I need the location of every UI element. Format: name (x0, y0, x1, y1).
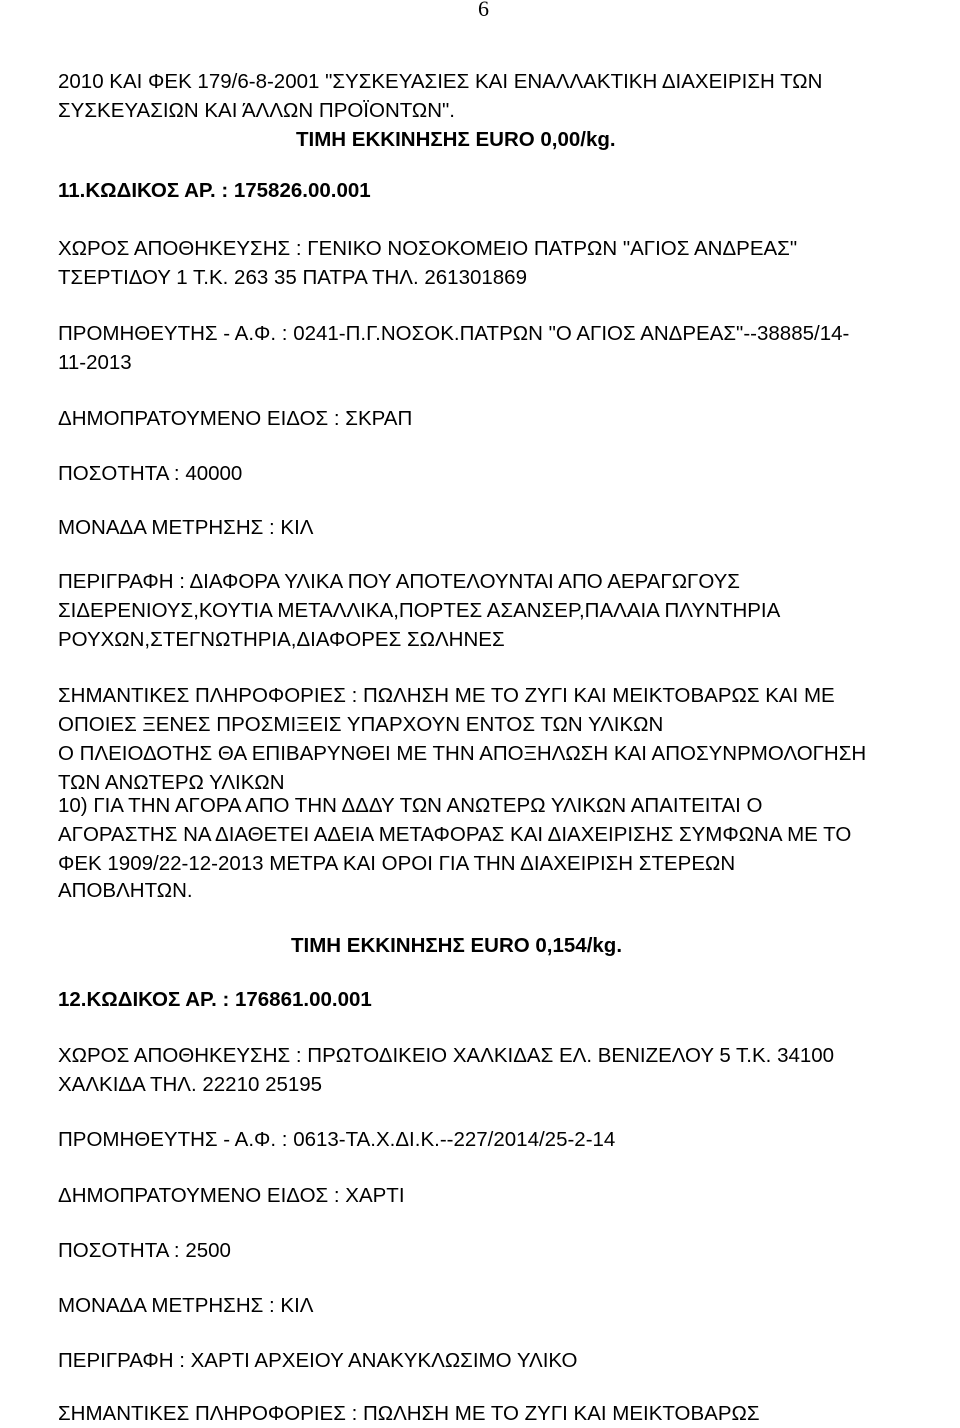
section-11-code: 11.ΚΩΔΙΚΟΣ ΑΡ. : 175826.00.001 (58, 179, 371, 202)
section-11-continued-line-2: ΣΥΣΚΕΥΑΣΙΩΝ ΚΑΙ ΆΛΛΩΝ ΠΡΟΪΟΝΤΩΝ". (58, 99, 456, 122)
section-12-storage-line-1: ΧΩΡΟΣ ΑΠΟΘΗΚΕΥΣΗΣ : ΠΡΩΤΟΔΙΚΕΙΟ ΧΑΛΚΙΔΑΣ ΕΛ. ΒΕΝΙΖΕΛΟΥ 5 Τ.Κ. 34100 (58, 1044, 835, 1067)
section-11-description-line-2: ΣΙΔΕΡΕΝΙΟΥΣ,ΚΟΥΤΙΑ ΜΕΤΑΛΛΙΚΑ,ΠΟΡΤΕΣ ΑΣΑΝΣΕΡ,ΠΑΛΑΙΑ ΠΛΥΝΤΗΡΙΑ (58, 599, 781, 622)
section-11-important-line-1: ΣΗΜΑΝΤΙΚΕΣ ΠΛΗΡΟΦΟΡΙΕΣ : ΠΩΛΗΣΗ ΜΕ ΤΟ ΖΥΓΙ ΚΑΙ ΜΕΙΚΤΟΒΑΡΩΣ ΚΑΙ ΜΕ (58, 684, 835, 707)
section-12-important: ΣΗΜΑΝΤΙΚΕΣ ΠΛΗΡΟΦΟΡΙΕΣ : ΠΩΛΗΣΗ ΜΕ ΤΟ ΖΥΓΙ ΚΑΙ ΜΕΙΚΤΟΒΑΡΩΣ (58, 1402, 760, 1425)
section-12-storage-line-2: ΧΑΛΚΙΔΑ ΤΗΛ. 22210 25195 (58, 1073, 323, 1096)
section-11-supplier-line-2: 11-2013 (58, 351, 132, 374)
section-12-description: ΠΕΡΙΓΡΑΦΗ : ΧΑΡΤΙ ΑΡΧΕΙΟΥ ΑΝΑΚΥΚΛΩΣΙΜΟ ΥΛΙΚΟ (58, 1349, 578, 1372)
section-11-important-line-3: Ο ΠΛΕΙΟΔΟΤΗΣ ΘΑ ΕΠΙΒΑΡΥΝΘΕΙ ΜΕ ΤΗΝ ΑΠΟΞΗΛΩΣΗ ΚΑΙ ΑΠΟΣΥΝΡΜΟΛΟΓΗΣΗ (58, 742, 867, 765)
section-11-continued-line-1: 2010 ΚΑΙ ΦΕΚ 179/6-8-2001 "ΣΥΣΚΕΥΑΣΙΕΣ ΚΑΙ ΕΝΑΛΛΑΚΤΙΚΗ ΔΙΑΧΕΙΡΙΣΗ ΤΩΝ (58, 70, 823, 93)
section-12-item: ΔΗΜΟΠΡΑΤΟΥΜΕΝΟ ΕΙΔΟΣ : ΧΑΡΤΙ (58, 1184, 405, 1207)
previous-starting-price: ΤΙΜΗ ΕΚΚΙΝΗΣΗΣ EURO 0,00/kg. (296, 128, 616, 151)
section-11-description-line-3: ΡΟΥΧΩΝ,ΣΤΕΓΝΩΤΗΡΙΑ,ΔΙΑΦΟΡΕΣ ΣΩΛΗΝΕΣ (58, 628, 505, 651)
section-12-quantity: ΠΟΣΟΤΗΤΑ : 2500 (58, 1239, 231, 1262)
page-number: 6 (478, 0, 489, 21)
section-12-unit: ΜΟΝΑΔΑ ΜΕΤΡΗΣΗΣ : ΚΙΛ (58, 1294, 314, 1317)
section-11-unit: ΜΟΝΑΔΑ ΜΕΤΡΗΣΗΣ : ΚΙΛ (58, 516, 314, 539)
section-11-storage-line-1: ΧΩΡΟΣ ΑΠΟΘΗΚΕΥΣΗΣ : ΓΕΝΙΚΟ ΝΟΣΟΚΟΜΕΙΟ ΠΑΤΡΩΝ "ΑΓΙΟΣ ΑΝΔΡΕΑΣ" (58, 237, 798, 260)
section-11-important-line-2: ΟΠΟΙΕΣ ΞΕΝΕΣ ΠΡΟΣΜΙΞΕΙΣ ΥΠΑΡΧΟΥΝ ΕΝΤΟΣ ΤΩΝ ΥΛΙΚΩΝ (58, 713, 664, 736)
section-11-item: ΔΗΜΟΠΡΑΤΟΥΜΕΝΟ ΕΙΔΟΣ : ΣΚΡΑΠ (58, 407, 413, 430)
section-12-code: 12.ΚΩΔΙΚΟΣ ΑΡ. : 176861.00.001 (58, 988, 372, 1011)
section-11-starting-price: ΤΙΜΗ ΕΚΚΙΝΗΣΗΣ EURO 0,154/kg. (291, 934, 623, 957)
section-11-important-line-6: ΑΓΟΡΑΣΤΗΣ ΝΑ ΔΙΑΘΕΤΕΙ ΑΔΕΙΑ ΜΕΤΑΦΟΡΑΣ ΚΑΙ ΔΙΑΧΕΙΡΙΣΗΣ ΣΥΜΦΩΝΑ ΜΕ ΤΟ (58, 823, 852, 846)
section-11-important-line-4: ΤΩΝ ΑΝΩΤΕΡΩ ΥΛΙΚΩΝ (58, 771, 285, 794)
section-11-important-line-5: 10) ΓΙΑ ΤΗΝ ΑΓΟΡΑ ΑΠΟ ΤΗΝ ΔΔΔΥ ΤΩΝ ΑΝΩΤΕΡΩ ΥΛΙΚΩΝ ΑΠΑΙΤΕΙΤΑΙ Ο (58, 794, 763, 817)
section-11-supplier-line-1: ΠΡΟΜΗΘΕΥΤΗΣ - Α.Φ. : 0241-Π.Γ.ΝΟΣΟΚ.ΠΑΤΡΩΝ "Ο ΑΓΙΟΣ ΑΝΔΡΕΑΣ"--38885/14- (58, 322, 850, 345)
section-11-quantity: ΠΟΣΟΤΗΤΑ : 40000 (58, 462, 243, 485)
section-12-supplier: ΠΡΟΜΗΘΕΥΤΗΣ - Α.Φ. : 0613-ΤΑ.Χ.ΔΙ.Κ.--227/2014/25-2-14 (58, 1128, 616, 1151)
section-11-important-line-7: ΦΕΚ 1909/22-12-2013 ΜΕΤΡΑ ΚΑΙ ΟΡΟΙ ΓΙΑ ΤΗΝ ΔΙΑΧΕΙΡΙΣΗ ΣΤΕΡΕΩΝ (58, 852, 736, 875)
section-11-description-line-1: ΠΕΡΙΓΡΑΦΗ : ΔΙΑΦΟΡΑ ΥΛΙΚΑ ΠΟΥ ΑΠΟΤΕΛΟΥΝΤΑΙ ΑΠΟ ΑΕΡΑΓΩΓΟΥΣ (58, 570, 740, 593)
section-11-storage-line-2: ΤΣΕΡΤΙΔΟΥ 1 Τ.Κ. 263 35 ΠΑΤΡΑ ΤΗΛ. 261301869 (58, 266, 527, 289)
section-11-important-line-8: ΑΠΟΒΛΗΤΩΝ. (58, 879, 193, 902)
